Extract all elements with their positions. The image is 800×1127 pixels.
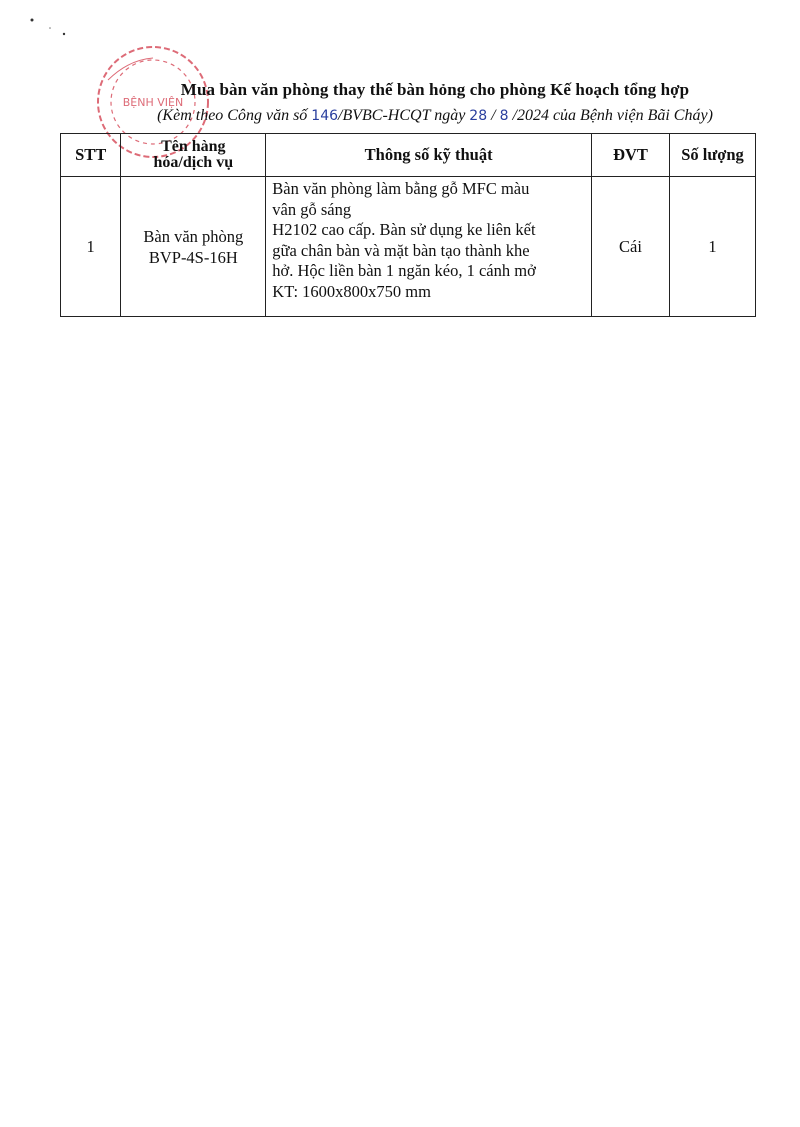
header-unit: ĐVT [592,134,670,177]
handwritten-day: 28 [469,108,488,124]
handwritten-month: 8 [499,108,509,124]
spec-line: vân gỗ sáng [272,199,352,219]
header-name-line2: hóa/dịch vụ [153,154,234,171]
cell-name [121,177,266,317]
header-name [121,134,266,177]
spec-line: Bàn văn phòng làm bằng gỗ MFC màu [272,179,530,198]
subtitle-prefix: (Kèm theo Công văn số [157,107,308,124]
page-subtitle [0,107,800,125]
cell-name-line1: Bàn văn phòng [143,226,244,246]
header-stt: STT [61,134,121,177]
cell-unit: Cái [592,177,670,317]
handwritten-doc-number: 146 [311,108,339,124]
spec-line: KT: 1600x800x750 mm [272,281,431,301]
subtitle-sep: / [487,107,500,124]
spec-line: gữa chân bàn và mặt bàn tạo thành khe [272,240,530,260]
header-name-line1: Tên hàng [161,138,226,155]
cell-name-line2: BVP-4S-16H [148,247,238,267]
page-title: Mua bàn văn phòng thay thế bàn hỏng cho phòng Kế hoạch tổng hợp [180,80,690,99]
spec-table [60,133,756,317]
cell-spec [266,177,592,317]
cell-qty: 1 [670,177,756,317]
cell-stt: 1 [61,177,121,317]
spec-line: H2102 cao cấp. Bàn sử dụng ke liên kết [272,220,536,239]
scan-marks [28,14,78,38]
header-spec: Thông số kỹ thuật [266,134,592,177]
spec-line: hở. Hộc liền bàn 1 ngăn kéo, 1 cánh mở [272,261,536,280]
header-qty: Số lượng [670,134,756,177]
svg-text:BỆNH VIỆN: BỆNH VIỆN [122,96,184,109]
subtitle-suffix: /2024 của Bệnh viện Bãi Cháy) [508,107,713,124]
table-header-row [61,134,756,177]
subtitle-middle: /BVBC-HCQT ngày [338,107,466,124]
table-row [61,177,756,317]
